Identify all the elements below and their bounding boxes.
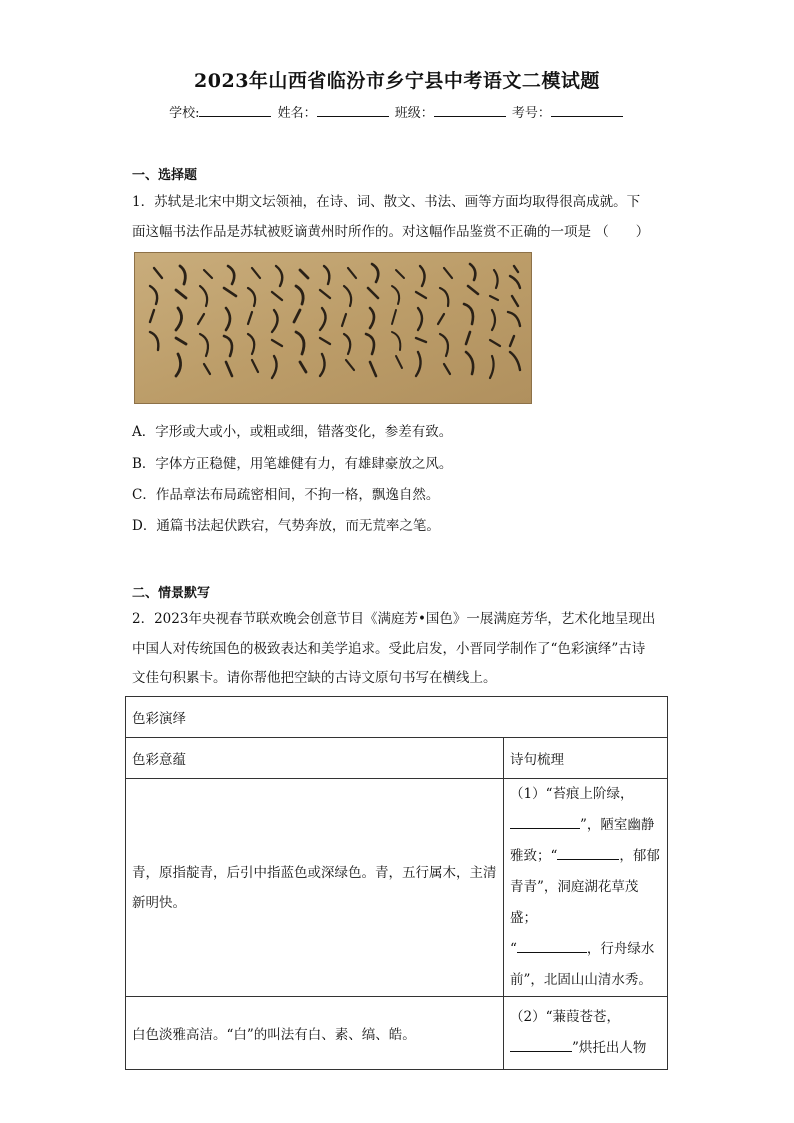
name-blank[interactable] <box>317 103 389 117</box>
question-2-line-3: 文佳句积累卡。请你帮他把空缺的古诗文原句书写在横线上。 <box>132 670 497 686</box>
poem-text: ，郁郁 <box>619 848 660 864</box>
school-label: 学校: <box>169 106 200 121</box>
student-info-line <box>0 102 794 121</box>
poem-text: （2）“蒹葭苍苍， <box>510 1009 620 1025</box>
color-table <box>125 696 668 1070</box>
section-heading-choice: 一、选择题 <box>132 168 198 183</box>
answer-blank-1[interactable] <box>510 814 580 829</box>
poem-text: 青青”，洞庭湖花草茂盛； <box>510 879 639 926</box>
row-2-meaning: 白色淡雅高洁。“白”的叫法有白、素、缟、皓。 <box>126 997 504 1070</box>
row-1-poems <box>504 779 668 997</box>
name-label: 姓名： <box>277 106 317 121</box>
exam-no-blank[interactable] <box>551 103 623 117</box>
row-1-meaning: 青，原指靛青，后引中指蓝色或深绿色。青，五行属木，主清新明快。 <box>126 779 504 997</box>
answer-blank-4[interactable] <box>510 1037 572 1052</box>
col-header-meaning: 色彩意蕴 <box>126 738 504 779</box>
option-c: C．作品章法布局疏密相间，不拘一格，飘逸自然。 <box>132 487 440 503</box>
school-blank[interactable] <box>199 103 271 117</box>
poem-text: （1）“苔痕上阶绿， <box>510 786 634 802</box>
poem-text: “ <box>510 941 517 957</box>
poem-text: 雅致；“ <box>510 848 558 864</box>
question-2-line-2: 中国人对传统国色的极致表达和美学追求。受此启发，小晋同学制作了“色彩演绎”古诗 <box>132 641 646 657</box>
poem-text: ，行舟绿水 <box>586 941 655 957</box>
exam-no-label: 考号： <box>511 106 551 121</box>
section-heading-recitation: 二、情景默写 <box>132 586 211 601</box>
row-2-poems <box>504 997 668 1070</box>
page-title: 2023年山西省临汾市乡宁县中考语文二模试题 <box>194 70 600 92</box>
calligraphy-image <box>134 252 532 404</box>
answer-blank-2[interactable] <box>557 845 619 860</box>
col-header-poems: 诗句梳理 <box>504 738 668 779</box>
option-a: A．字形或大或小，或粗或细，错落变化，参差有致。 <box>132 424 453 440</box>
question-1-line-1: 1．苏轼是北宋中期文坛领袖，在诗、词、散文、书法、画等方面均取得很高成就。下 <box>132 194 641 210</box>
option-b: B．字体方正稳健，用笔雄健有力，有雄肆豪放之风。 <box>132 456 453 472</box>
poem-text: ”，陋室幽静 <box>580 817 655 833</box>
question-2-line-1: 2．2023年央视春节联欢晚会创意节目《满庭芳•国色》一展满庭芳华，艺术化地呈现出 <box>132 611 656 627</box>
answer-blank-3[interactable] <box>517 938 587 953</box>
question-1-line-2: 面这幅书法作品是苏轼被贬谪黄州时所作的。对这幅作品鉴赏不正确的一项是 （ ） <box>132 224 650 240</box>
class-label: 班级： <box>394 106 434 121</box>
option-d: D．通篇书法起伏跌宕，气势奔放，而无荒率之笔。 <box>132 518 440 534</box>
class-blank[interactable] <box>434 103 506 117</box>
poem-text: 前”，北固山山清水秀。 <box>510 972 652 988</box>
poem-text: ”烘托出人物 <box>572 1040 647 1056</box>
table-caption: 色彩演绎 <box>126 697 668 738</box>
